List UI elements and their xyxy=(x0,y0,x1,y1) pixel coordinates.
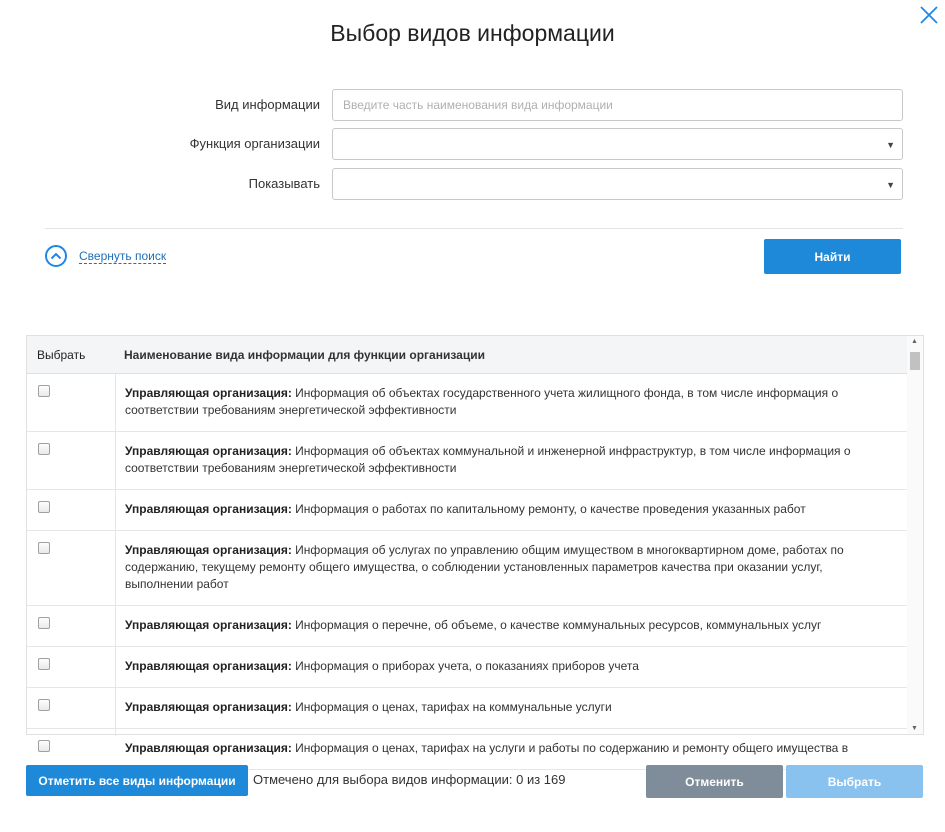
row-text xyxy=(27,432,907,489)
search-divider xyxy=(45,228,903,229)
show-row xyxy=(0,168,945,200)
caret-down-icon: ▼ xyxy=(886,180,895,190)
info-type-input[interactable] xyxy=(332,89,903,121)
table-row[interactable] xyxy=(27,729,907,770)
scroll-down-icon[interactable]: ▼ xyxy=(911,725,918,732)
row-text xyxy=(27,606,907,646)
row-org: Управляющая организация: xyxy=(125,659,292,673)
table-row[interactable] xyxy=(27,490,907,531)
info-type-label: Вид информации xyxy=(215,97,320,112)
row-description: Информация об объектах коммунальной и инженерной инфраструктур, в том числе информация о соответствии требованиям энергетической эффективности xyxy=(125,444,851,475)
row-checkbox[interactable] xyxy=(38,542,50,554)
table-row[interactable] xyxy=(27,531,907,606)
collapse-search-link[interactable] xyxy=(45,245,166,267)
header-name: Наименование вида информации для функции организации xyxy=(124,348,485,362)
row-checkbox[interactable] xyxy=(38,658,50,670)
row-checkbox[interactable] xyxy=(38,699,50,711)
row-text xyxy=(27,729,907,769)
collapse-search-label: Свернуть поиск xyxy=(79,248,167,263)
find-button[interactable]: Найти xyxy=(764,239,901,274)
row-text xyxy=(27,490,907,530)
row-checkbox[interactable] xyxy=(38,501,50,513)
row-description: Информация о приборах учета, о показаниях приборов учета xyxy=(295,659,639,673)
dialog-title: Выбор видов информации xyxy=(330,20,615,46)
row-org: Управляющая организация: xyxy=(125,502,292,516)
row-text xyxy=(27,647,907,687)
caret-down-icon: ▼ xyxy=(886,140,895,150)
info-type-row xyxy=(0,89,945,121)
row-description: Информация об услугах по управлению общим имуществом в многоквартирном доме, работах по содержанию, текущему ремонту общего имущества, о соблюдении установленных параметров качества при оказании услуг, выполнении работ xyxy=(125,543,844,591)
row-checkbox[interactable] xyxy=(38,443,50,455)
row-description: Информация о ценах, тарифах на коммунальные услуги xyxy=(295,700,612,714)
row-text xyxy=(27,688,907,728)
function-select[interactable] xyxy=(332,128,903,160)
row-org: Управляющая организация: xyxy=(125,618,292,632)
mark-all-button[interactable]: Отметить все виды информации xyxy=(26,765,248,796)
row-text xyxy=(27,374,907,431)
chevron-up-circle-icon xyxy=(45,245,67,267)
row-description: Информация о перечне, об объеме, о качестве коммунальных ресурсов, коммунальных услуг xyxy=(295,618,822,632)
function-label: Функция организации xyxy=(189,136,320,151)
row-org: Управляющая организация: xyxy=(125,700,292,714)
cancel-button[interactable]: Отменить xyxy=(646,765,783,798)
table-row[interactable] xyxy=(27,606,907,647)
table-row[interactable] xyxy=(27,688,907,729)
row-org: Управляющая организация: xyxy=(125,543,292,557)
row-org: Управляющая организация: xyxy=(125,741,292,755)
table-header xyxy=(27,336,923,374)
row-text xyxy=(27,531,907,605)
table-row[interactable] xyxy=(27,374,907,432)
row-checkbox[interactable] xyxy=(38,385,50,397)
header-select: Выбрать xyxy=(37,348,86,362)
table-body xyxy=(27,374,907,770)
row-org: Управляющая организация: xyxy=(125,386,292,400)
show-label: Показывать xyxy=(248,176,320,191)
row-description: Информация о ценах, тарифах на услуги и работы по содержанию и ремонту общего имущества в xyxy=(295,741,849,755)
show-select[interactable] xyxy=(332,168,903,200)
table-row[interactable] xyxy=(27,647,907,688)
row-org: Управляющая организация: xyxy=(125,444,292,458)
selected-count: Отмечено для выбора видов информации: 0 из 169 xyxy=(253,772,566,787)
table-scrollbar[interactable] xyxy=(907,336,923,734)
row-checkbox[interactable] xyxy=(38,617,50,629)
function-row xyxy=(0,128,945,160)
row-description: Информация о работах по капитальному ремонту, о качестве проведения указанных работ xyxy=(295,502,806,516)
info-types-table xyxy=(26,335,924,755)
scroll-thumb[interactable] xyxy=(910,352,920,370)
row-checkbox[interactable] xyxy=(38,740,50,752)
scroll-up-icon[interactable]: ▲ xyxy=(911,338,918,345)
row-description: Информация об объектах государственного учета жилищного фонда, в том числе информация о соответствии требованиям энергетической эффективности xyxy=(125,386,839,417)
table-row[interactable] xyxy=(27,432,907,490)
choose-button[interactable]: Выбрать xyxy=(786,765,923,798)
